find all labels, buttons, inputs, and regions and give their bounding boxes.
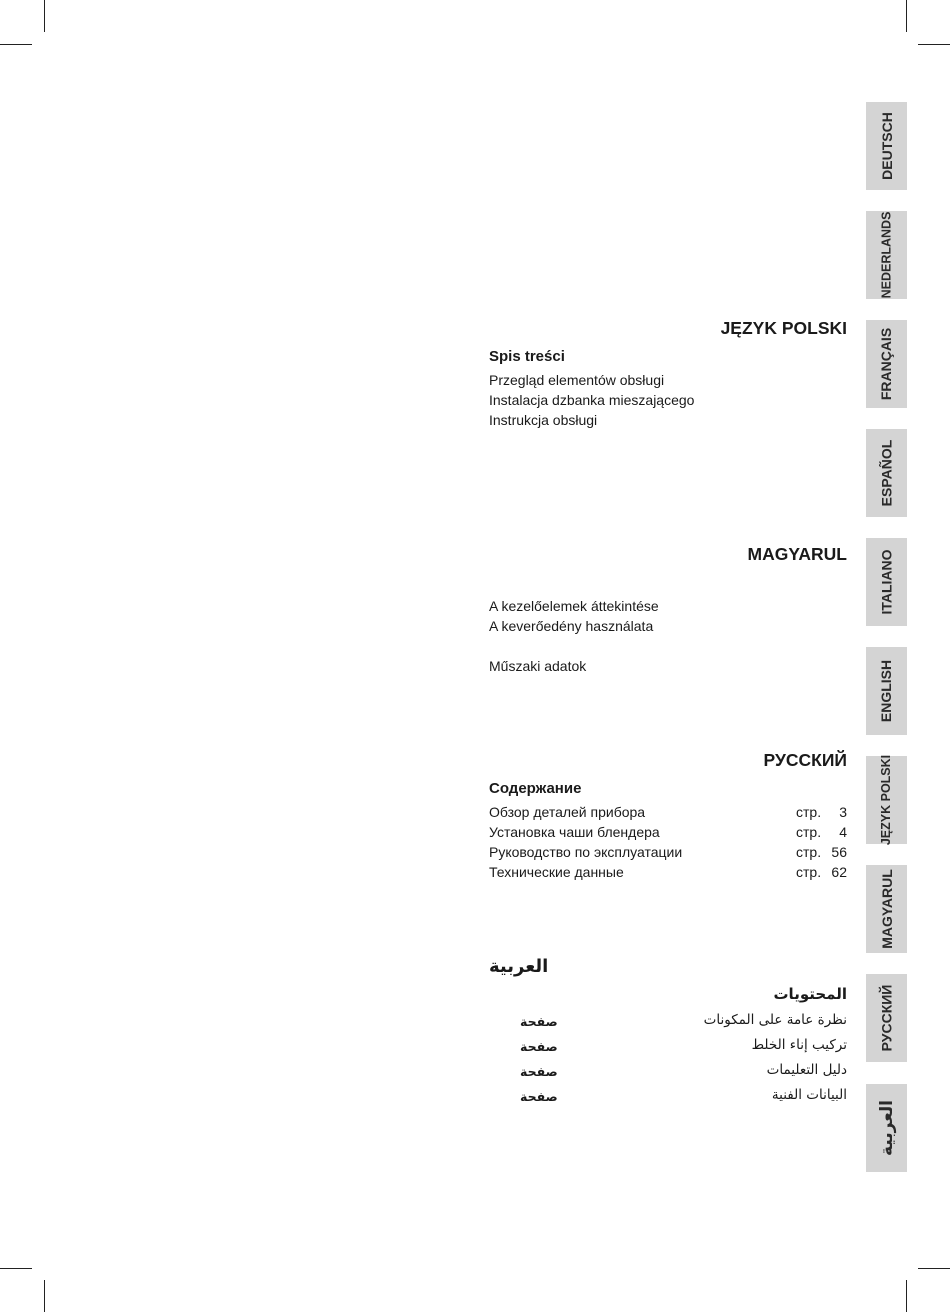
toc-entry [489,1037,847,1059]
toc-title-russian: Содержание [489,780,582,797]
tab-nederlands[interactable] [866,211,907,299]
toc-entry [489,596,847,616]
tab-jezyk-polski[interactable] [866,756,907,844]
section-heading-polski: JĘZYK POLSKI [720,318,847,338]
tab-label: ESPAÑOL [878,439,895,507]
crop-mark [906,0,907,32]
tab-label: FRANÇAIS [878,327,895,401]
page-label: صفحة [520,1014,558,1029]
page-label: صفحة [520,1064,558,1079]
crop-mark [0,1268,32,1269]
tab-label: JĘZYK POLSKI [879,754,894,846]
toc-entry [489,616,847,636]
toc-entry-text: Технические данные [489,864,624,880]
tab-label: ENGLISH [878,659,895,723]
page-label: صفحة [520,1089,558,1104]
toc-entry-text: دليل التعليمات [766,1062,847,1078]
toc-entry [489,822,847,842]
toc-entry [489,370,847,390]
page-number: 56 [831,844,847,860]
crop-mark [44,1280,45,1312]
toc-entry-text: Установка чаши блендера [489,824,660,840]
page-ref [796,842,847,862]
toc-entry [489,1062,847,1084]
page-number: 62 [831,864,847,880]
page-ref [796,822,847,842]
page-label: صفحة [520,1039,558,1054]
tab-russian[interactable] [866,974,907,1062]
tab-label: NEDERLANDS [879,211,894,299]
page-number: 3 [839,804,847,820]
page-ref [796,862,847,882]
section-heading-magyar: MAGYARUL [747,544,847,564]
toc-entry [489,1087,847,1109]
toc-title-polski: Spis treści [489,348,565,365]
tab-label: РУССКИЙ [878,984,895,1052]
toc-entry-text: تركيب إناء الخلط [751,1037,847,1053]
crop-mark [44,0,45,32]
tab-label: DEUTSCH [878,112,895,180]
tab-label: العربية [876,1099,897,1157]
crop-mark [0,44,32,45]
tab-espanol[interactable] [866,429,907,517]
crop-mark [906,1280,907,1312]
toc-entry [489,410,847,430]
toc-entry-text: A keverőedény használata [489,618,654,634]
toc-entry [489,1012,847,1034]
toc-entry-text: البيانات الفنية [771,1087,847,1103]
page-label: стр. [796,864,822,880]
toc-title-arabic: المحتويات [773,985,847,1003]
toc-entry-text: Instrukcja obsługi [489,412,598,428]
tab-label: MAGYARUL [878,869,895,949]
page-number: 4 [839,824,847,840]
toc-entry-text: نظرة عامة على المكونات [703,1012,847,1028]
page-label: стр. [796,824,822,840]
toc-entry-text: Műszaki adatok [489,658,587,674]
toc-entry-text: Руководство по эксплуатации [489,844,683,860]
section-heading-arabic: العربية [489,956,549,977]
toc-entry-text: Przegląd elementów obsługi [489,372,665,388]
tab-francais[interactable] [866,320,907,408]
tab-english[interactable] [866,647,907,735]
tab-italiano[interactable] [866,538,907,626]
page-ref [796,802,847,822]
toc-entry [489,802,847,822]
crop-mark [918,44,950,45]
tab-magyarul[interactable] [866,865,907,953]
toc-entry-text: A kezelőelemek áttekintése [489,598,659,614]
crop-mark [918,1268,950,1269]
tab-deutsch[interactable] [866,102,907,190]
toc-entry [489,390,847,410]
page-label: стр. [796,804,822,820]
tab-label: ITALIANO [878,549,895,615]
toc-entry-text: Обзор деталей прибора [489,804,646,820]
toc-entry [489,656,847,676]
toc-entry [489,842,847,862]
tab-arabic[interactable] [866,1084,907,1172]
toc-entry-text: Instalacja dzbanka mieszającego [489,392,695,408]
section-heading-russian: РУССКИЙ [763,750,847,770]
toc-entry [489,862,847,882]
page-label: стр. [796,844,822,860]
